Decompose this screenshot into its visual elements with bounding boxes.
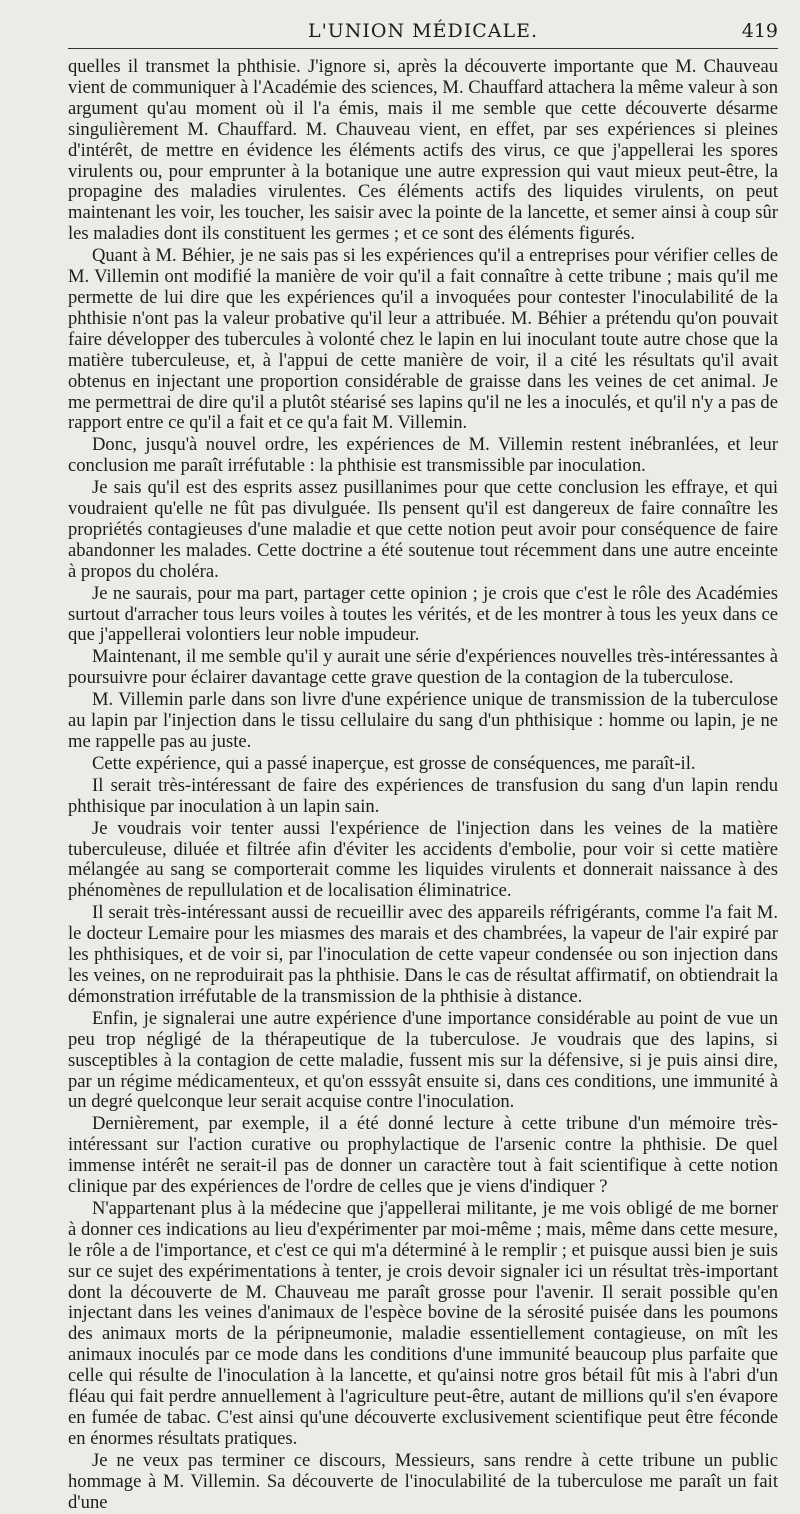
running-header <box>68 14 778 49</box>
paragraph: M. Villemin parle dans son livre d'une expérience unique de transmission de la tuberculose au lapin par l'injection dans le tissu cellulaire du sang d'un phthisique : homme ou lapin, je ne me rappelle pas au juste. <box>68 689 778 752</box>
paragraph: Enfin, je signalerai une autre expérience d'une importance considérable au point de vue un peu trop négligé de la thérapeutique de la tuberculose. Je voudrais que des lapins, si susceptibles à la contagion de cette maladie, fussent mis sur la défensive, si je puis ainsi dire, par un régime médicamenteux, et qu'on esssyât ensuite si, dans ces conditions, une immunité à un degré quelconque leur serait acquise contre l'inoculation. <box>68 1007 778 1113</box>
journal-title: L'UNION MÉDICALE. <box>307 20 539 42</box>
paragraph: Je ne veux pas terminer ce discours, Messieurs, sans rendre à cette tribune un public hommage à M. Villemin. Sa découverte de l'inoculabilité de la tuberculose me paraît un fait d'une <box>68 1449 778 1513</box>
paragraph: Je ne saurais, pour ma part, partager cette opinion ; je crois que c'est le rôle des Académies surtout d'arracher tous leurs voiles à toutes les vérités, et de les montrer à tous les yeux dans ce que j'appellerai volontiers leur noble impudeur. <box>68 582 778 646</box>
page-number: 419 <box>741 20 778 42</box>
paragraph: N'appartenant plus à la médecine que j'appellerai militante, je me vois obligé de me borner à donner ces indications au lieu d'expérimenter par moi-même ; mais, même dans cette mesure, le rôle a de l'importance, et c'est ce qui m'a déterminé à le remplir ; et puisque aussi bien je suis sur ce sujet des expérimentations à tenter, je crois devoir signaler ici un résultat très-important dont la découverte de M. Chauveau me paraît grosse pour l'avenir. Il serait possible qu'en injectant dans les veines d'animaux de l'espèce bovine de la sérosité puisée dans les poumons des animaux morts de la péripneumonie, maladie essentiellement contagieuse, on mît les animaux inoculés par ce mode dans les conditions d'une immunité beaucoup plus parfaite que celle qui résulte de l'inoculation à la lancette, et qu'ainsi notre gros bétail fût mis à l'abri d'un fléau qui fait perdre annuellement à l'agriculture peut-être, autant de millions qu'il s'en évapore en fumée de tabac. C'est ainsi qu'une découverte exclusivement scientifique peut être féconde en énormes résultats pratiques. <box>68 1197 778 1449</box>
paragraph: Dernièrement, par exemple, il a été donné lecture à cette tribune d'un mémoire très-intéressant sur l'action curative ou prophylactique de l'arsenic contre la phthisie. De quel immense intérêt ne serait-il pas de donner un caractère tout à fait scientifique à cette notion clinique par des expériences de l'ordre de celles que je viens d'indiquer ? <box>68 1113 778 1198</box>
paragraph: Il serait très-intéressant de faire des expériences de transfusion du sang d'un lapin rendu phthisique par inoculation à un lapin sain. <box>68 774 778 817</box>
paragraph: Maintenant, il me semble qu'il y aurait une série d'expériences nouvelles très-intéressantes à poursuivre pour éclairer davantage cette grave question de la contagion de la tuberculose. <box>68 646 778 689</box>
paragraph: Je sais qu'il est des esprits assez pusillanimes pour que cette conclusion les effraye, et qui voudraient qu'elle ne fût pas divulguée. Ils pensent qu'il est dangereux de faire connaître les propriétés contagieuses d'une maladie et que cette notion peut avoir pour conséquence de faire abandonner les malades. Cette doctrine a été soutenue tout récemment dans une autre enceinte à propos du choléra. <box>68 477 778 582</box>
article-body <box>68 57 778 1514</box>
paragraph: Quant à M. Béhier, je ne sais pas si les expériences qu'il a entreprises pour vérifier celles de M. Villemin ont modifié la manière de voir qu'il a fait connaître à cette tribune ; mais qu'il me permette de lui dire que les expériences qu'il a invoquées pour contester l'inoculabilité de la phthisie n'ont pas la valeur probative qu'il leur a attribuée. M. Béhier a prétendu qu'on pouvait faire développer des tubercules à volonté chez le lapin en lui inoculant toute autre chose que la matière tuberculeuse, et, à l'appui de cette manière de voir, il a cité les résultats qu'il avait obtenus en injectant une proportion considérable de graisse dans les veines de cet animal. Je me permettrai de dire qu'il a plutôt stéarisé ses lapins qu'il ne les a inoculés, et qu'il n'y a pas de rapport entre ce qu'il a fait et ce qu'a fait M. Villemin. <box>68 245 778 434</box>
paragraph: Cette expérience, qui a passé inaperçue, est grosse de conséquences, me paraît-il. <box>92 752 696 774</box>
paragraph: Il serait très-intéressant aussi de recueillir avec des appareils réfrigérants, comme l'a fait M. le docteur Lemaire pour les miasmes des marais et des chambrées, la vapeur de l'air expiré par les phthisiques, et de voir si, par l'inoculation de cette vapeur condensée ou son injection dans les veines, on ne reproduirait pas la phthisie. Dans le cas de résultat affirmatif, on obtiendrait la démonstration irréfutable de la transmission de la phthisie à distance. <box>68 902 778 1007</box>
paragraph: Je voudrais voir tenter aussi l'expérience de l'injection dans les veines de la matière tuberculeuse, diluée et filtrée afin d'éviter les accidents d'embolie, pour voir si cette matière mélangée au sang se comporterait comme les liquides virulents et donnerait naissance à des phénomènes de repullulation et de localisation éliminatrice. <box>68 817 778 902</box>
paragraph: quelles il transmet la phthisie. J'ignore si, après la découverte importante que M. Chauveau vient de communiquer à l'Académie des sciences, M. Chauffard attachera la même valeur à son argument qu'au moment où il l'a émis, mais il me semble que cette découverte désarme singulièrement M. Chauffard. M. Chauveau vient, en effet, par ses expériences si pleines d'intérêt, de mettre en évidence les éléments actifs des virus, ce que j'appellerai les spores virulents ou, pour emprunter à la botanique une autre expression qui vaut mieux peut-être, la propagine des maladies virulentes. Ces éléments actifs des liquides virulents, on peut maintenant les voir, les toucher, les saisir avec la pointe de la lancette, et semer ainsi à coup sûr les maladies dont ils constituent les germes ; et ce sont des éléments figurés. <box>68 56 778 245</box>
paragraph: Donc, jusqu'à nouvel ordre, les expériences de M. Villemin restent inébranlées, et leur conclusion me paraît irréfutable : la phthisie est transmissible par inoculation. <box>68 434 778 477</box>
